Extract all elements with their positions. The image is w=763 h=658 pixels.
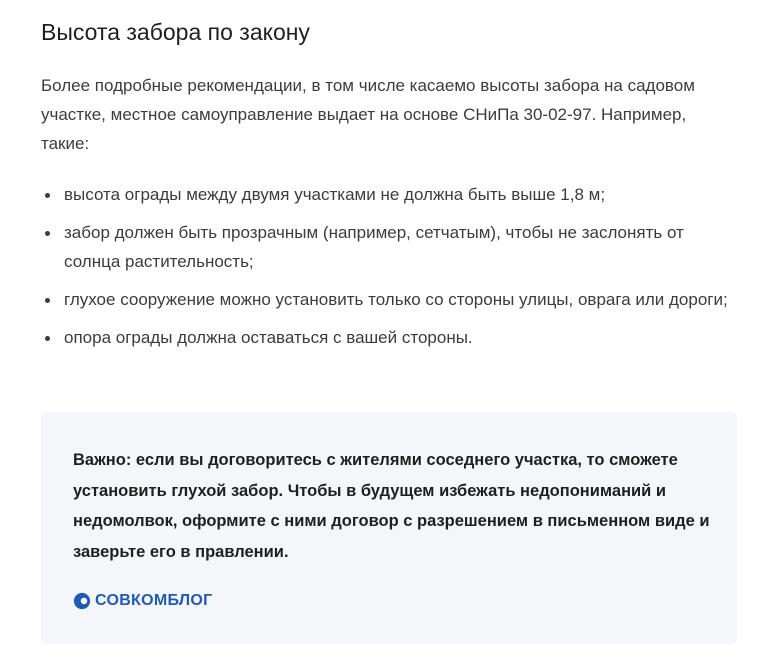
list-item-text: опора ограды должна оставаться с вашей стороны. [64, 328, 473, 347]
article-intro: Более подробные рекомендации, в том числе касаемо высоты забора на садовом участке, местное самоуправление выдает на основе СНиПа 30-02-97. Например, такие: [41, 76, 695, 153]
list-item [41, 218, 741, 276]
logo-text: СОВКОМБЛОГ [95, 592, 213, 609]
important-note-box [41, 412, 737, 644]
list-item [41, 323, 741, 352]
list-item-text: высота ограды между двумя участками не должна быть выше 1,8 м; [64, 185, 606, 204]
bullet-dot-icon [45, 193, 50, 198]
list-item [41, 180, 741, 209]
list-item-text: глухое сооружение можно установить только со стороны улицы, оврага или дороги; [64, 290, 728, 309]
sovcombank-logo-icon [73, 592, 91, 610]
article-title: Высота забора по закону [41, 19, 310, 45]
bullet-list [41, 180, 741, 361]
list-item [41, 285, 741, 314]
sovcomblog-logo[interactable] [73, 590, 213, 612]
bullet-dot-icon [45, 336, 50, 341]
bullet-dot-icon [45, 231, 50, 236]
list-item-text: забор должен быть прозрачным (например, сетчатым), чтобы не заслонять от солнца растительность; [64, 223, 684, 271]
important-note-text: Важно: если вы договоритесь с жителями соседнего участка, то сможете установить глухой забор. Чтобы в будущем избежать недопониманий и недомолвок, оформите с ними договор с разрешением в письменном виде и заверьте его в правлении. [73, 451, 710, 561]
bullet-dot-icon [45, 298, 50, 303]
